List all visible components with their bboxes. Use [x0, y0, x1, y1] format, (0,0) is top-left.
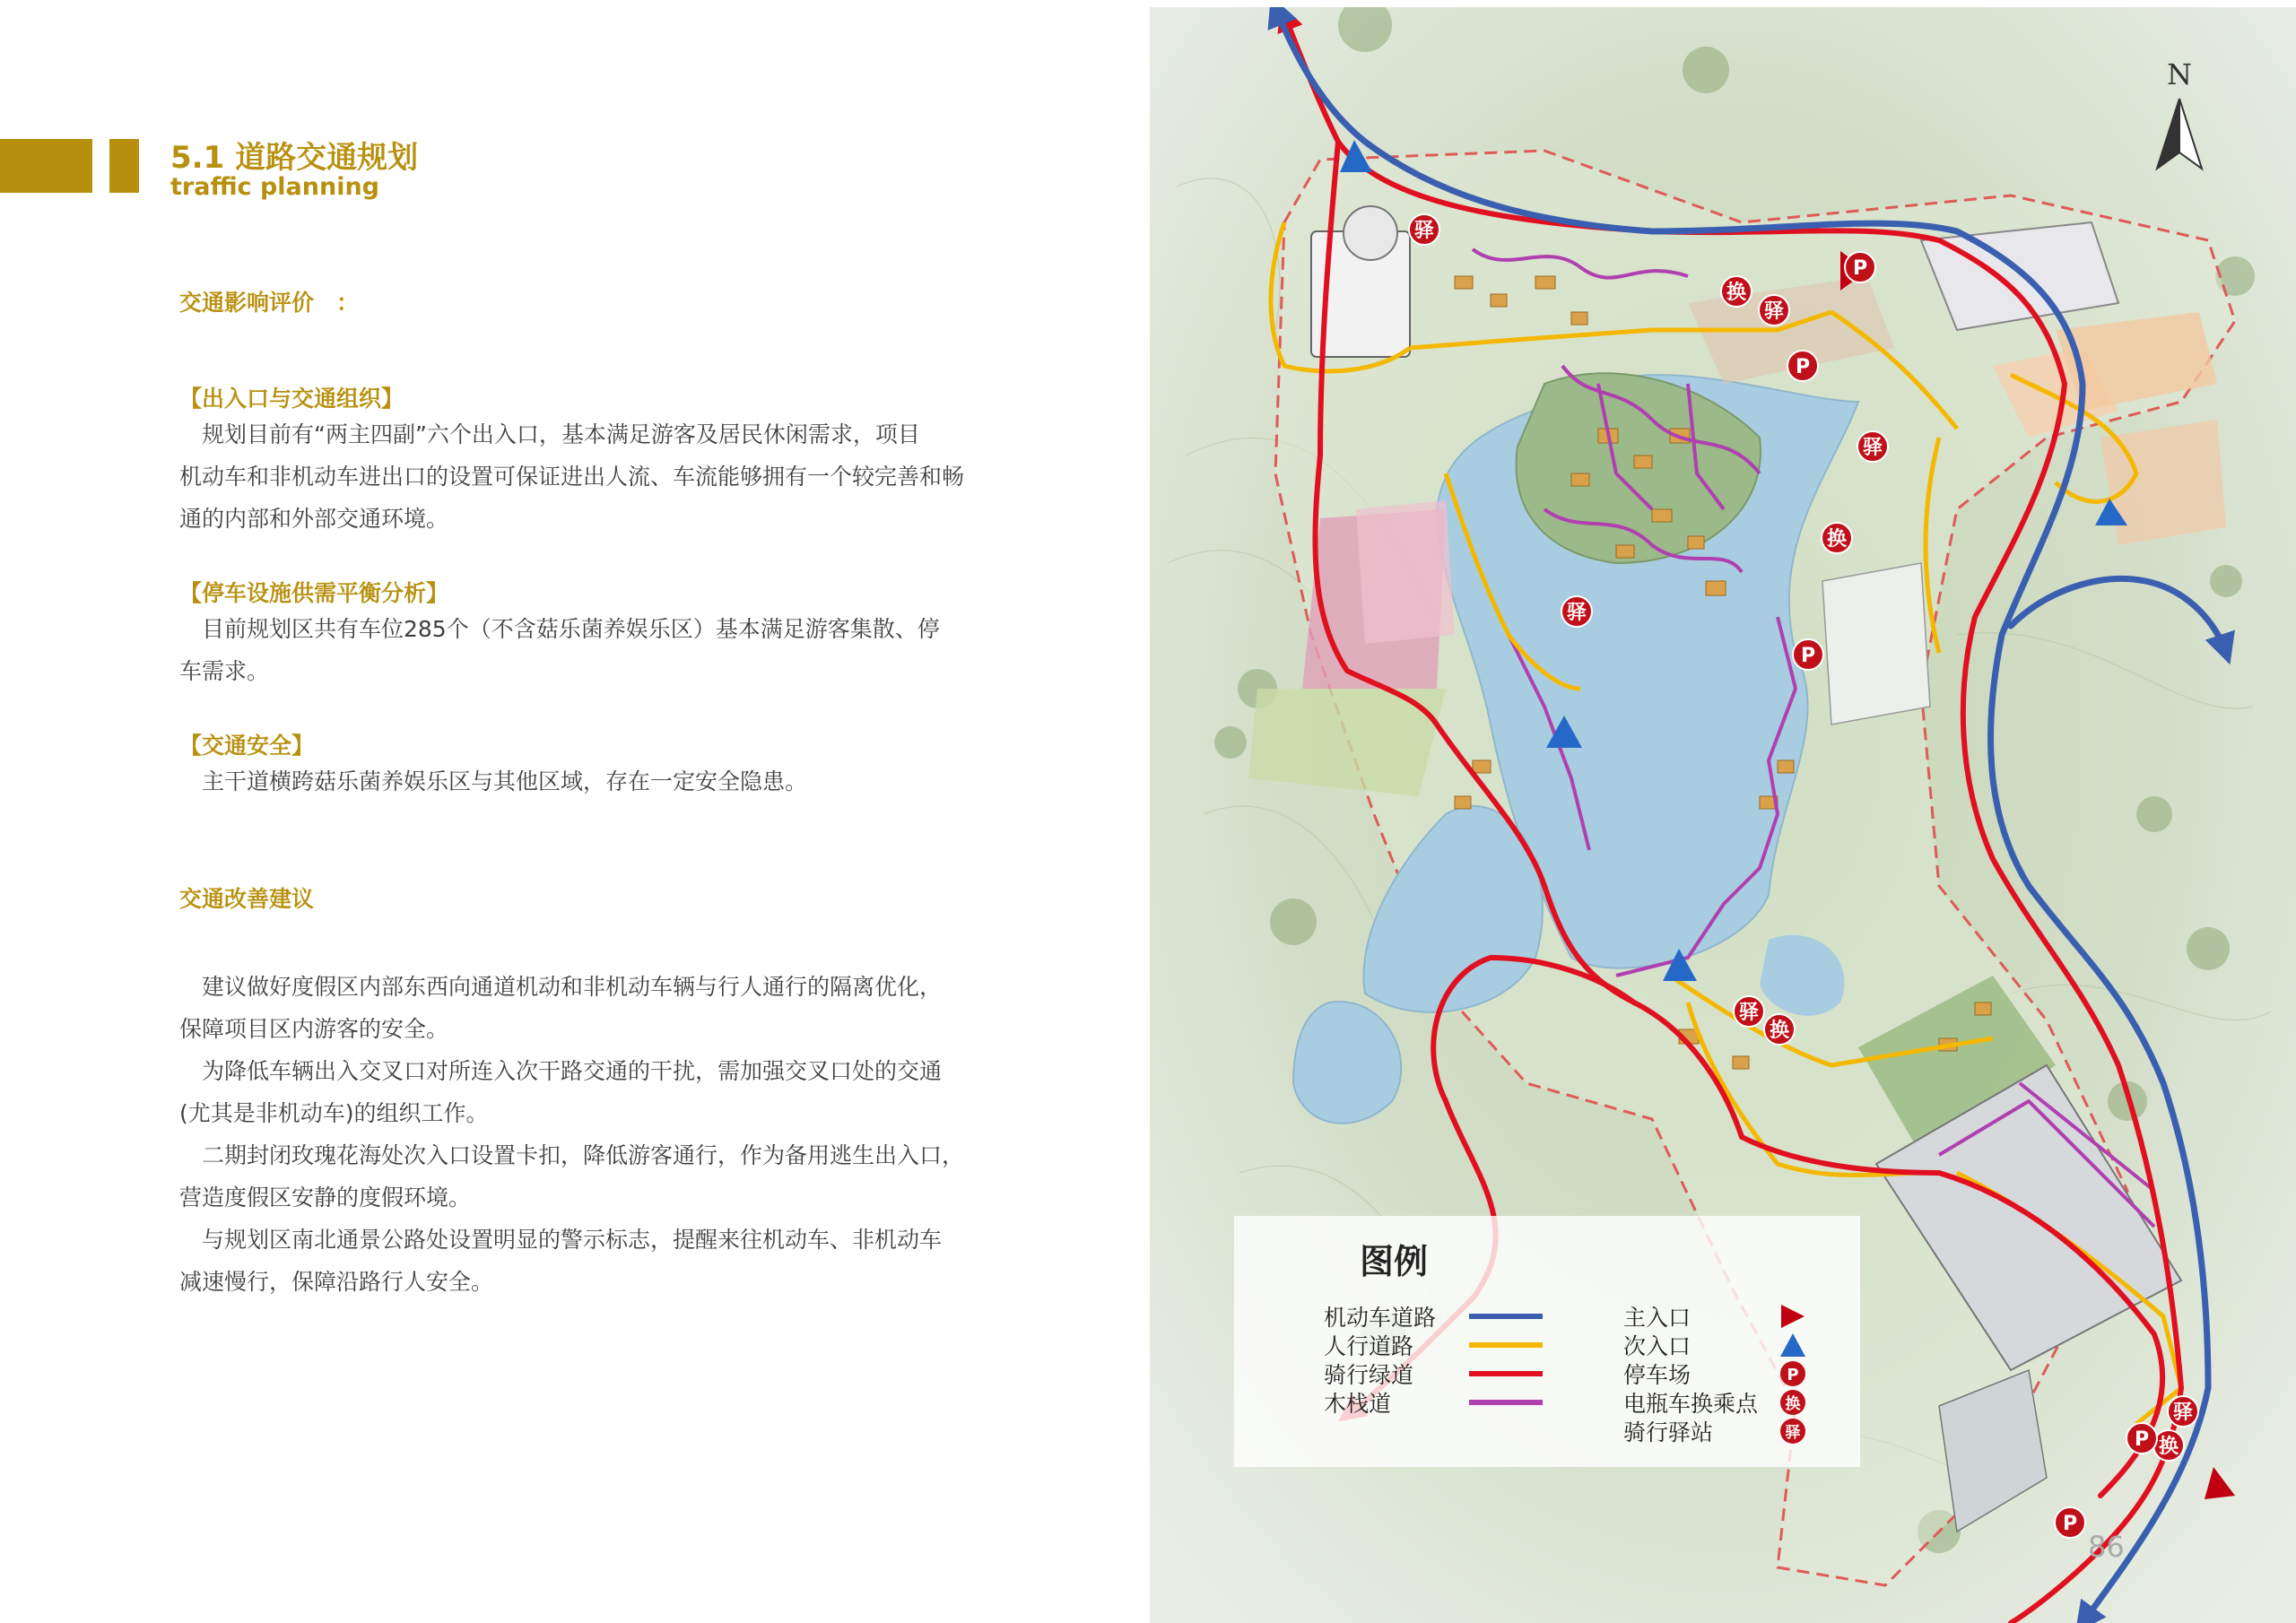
entrances-line: 规划目前有“两主四副”六个出入口，基本满足游客及居民休闲需求，项目 [179, 421, 920, 447]
relay-marker-icon [1409, 214, 1439, 245]
relay-marker-icon [1734, 996, 1764, 1027]
red-triangle-icon [1778, 1303, 1808, 1330]
legend-label: 电瓶车换乘点 [1623, 1391, 1759, 1417]
transfer-marker-icon [2153, 1430, 2184, 1461]
boardwalk-swatch-icon [1469, 1400, 1543, 1405]
parking-marker-icon [1845, 252, 1875, 282]
safety-line: 主干道横跨菇乐菌养娱乐区与其他区域，存在一定安全隐患。 [179, 768, 808, 794]
legend-title: 图例 [1360, 1241, 1429, 1281]
improvement-line: 保障项目区内游客的安全。 [179, 1016, 449, 1042]
legend-label: 停车场 [1623, 1362, 1692, 1388]
legend-lines [1324, 1302, 1543, 1417]
legend-item [1623, 1388, 1808, 1417]
legend-item [1623, 1417, 1808, 1445]
legend-item [1623, 1331, 1808, 1359]
cycling-swatch-icon [1469, 1371, 1543, 1376]
transfer-marker-icon [1822, 523, 1852, 553]
pedestrian-swatch-icon [1469, 1342, 1543, 1348]
legend-label: 机动车道路 [1324, 1305, 1437, 1331]
parking-line: 目前规划区共有车位285个（不含菇乐菌养娱乐区）基本满足游客集散、停 [179, 616, 940, 642]
header-accent-bar [0, 139, 92, 193]
svg-text:P: P [2134, 1428, 2150, 1451]
zone-greenhouse-mid [1822, 563, 1930, 725]
map-legend [1234, 1216, 1860, 1467]
legend-item [1324, 1331, 1543, 1359]
svg-text:驿: 驿 [1413, 220, 1435, 242]
svg-text:驿: 驿 [1862, 437, 1883, 459]
improvement-heading: 交通改善建议 [179, 886, 315, 912]
parking-line: 车需求。 [179, 658, 270, 684]
svg-text:驿: 驿 [1738, 1002, 1760, 1024]
improvement-line: 建议做好度假区内部东西向通道机动和非机动车辆与行人通行的隔离优化， [179, 974, 943, 1000]
legend-item [1324, 1388, 1543, 1417]
parking-marker-icon [1778, 1360, 1808, 1387]
improvement-line: 与规划区南北通景公路处设置明显的警示标志，提醒来往机动车、非机动车 [179, 1227, 943, 1253]
parking-marker-icon [2126, 1423, 2157, 1454]
entrances-heading: 【出入口与交通组织】 [179, 386, 404, 412]
relay-marker-icon [1778, 1418, 1808, 1445]
text-column [179, 285, 1004, 1303]
legend-item [1324, 1359, 1543, 1388]
page-number: 86 [2088, 1530, 2125, 1564]
legend-label: 主入口 [1623, 1305, 1692, 1331]
relay-marker-icon [1857, 431, 1888, 462]
entrances-line: 通的内部和外部交通环境。 [179, 506, 449, 532]
page-title: 5.1 道路交通规划 [170, 140, 419, 176]
north-arrow [2148, 54, 2211, 179]
evaluation-heading: 交通影响评价 ： [179, 290, 360, 316]
parking-heading: 【停车设施供需平衡分析】 [179, 580, 449, 606]
legend-label: 人行道路 [1324, 1333, 1414, 1359]
svg-text:驿: 驿 [1763, 300, 1785, 323]
svg-text:驿: 驿 [2172, 1402, 2194, 1424]
improvement-line: 二期封闭玫瑰花海处次入口设置卡扣，降低游客通行，作为备用逃生出入口， [179, 1142, 965, 1168]
motor-road-swatch-icon [1469, 1314, 1543, 1319]
safety-heading: 【交通安全】 [179, 733, 315, 759]
svg-text:驿: 驿 [1785, 1424, 1801, 1442]
page-subtitle: traffic planning [170, 173, 380, 201]
svg-text:驿: 驿 [1566, 602, 1587, 624]
svg-text:P: P [1787, 1366, 1799, 1384]
parking-marker-icon [2055, 1507, 2085, 1538]
legend-label: 木栈道 [1324, 1391, 1392, 1417]
svg-text:P: P [1795, 356, 1811, 378]
legend-item [1623, 1302, 1808, 1331]
improvement-line: 为降低车辆出入交叉口对所连入次干路交通的干扰，需加强交叉口处的交通 [179, 1058, 943, 1084]
svg-text:换: 换 [2158, 1436, 2179, 1458]
svg-text:换: 换 [1826, 528, 1848, 551]
entrances-line: 机动车和非机动车进出口的设置可保证进出人流、车流能够拥有一个较完善和畅 [179, 464, 965, 490]
legend-item [1623, 1359, 1808, 1388]
parking-marker-icon [1793, 639, 1823, 670]
svg-text:N: N [2167, 57, 2192, 91]
header-accent-block [109, 139, 139, 193]
svg-text:换: 换 [1769, 1020, 1790, 1042]
improvement-line: 减速慢行，保障沿路行人安全。 [179, 1269, 494, 1295]
transfer-marker-icon [1721, 276, 1752, 307]
svg-text:P: P [2062, 1513, 2078, 1535]
legend-label: 骑行驿站 [1623, 1419, 1714, 1445]
svg-text:换: 换 [1785, 1395, 1801, 1413]
svg-text:换: 换 [1726, 282, 1747, 304]
svg-text:P: P [1852, 257, 1868, 280]
improvement-line: 营造度假区安静的度假环境。 [179, 1185, 472, 1211]
blue-triangle-icon [1778, 1332, 1808, 1358]
transfer-marker-icon [1764, 1014, 1795, 1045]
relay-marker-icon [2168, 1396, 2198, 1427]
legend-symbols [1623, 1302, 1808, 1445]
legend-label: 次入口 [1623, 1333, 1692, 1359]
improvement-line: (尤其是非机动车)的组织工作。 [179, 1100, 489, 1126]
relay-marker-icon [1561, 596, 1592, 627]
legend-label: 骑行绿道 [1324, 1362, 1414, 1388]
transfer-marker-icon [1778, 1389, 1808, 1416]
relay-marker-icon [1759, 295, 1789, 325]
svg-text:P: P [1800, 645, 1816, 667]
zone-dome [1344, 206, 1397, 260]
compass-icon [2148, 54, 2211, 179]
parking-marker-icon [1787, 351, 1818, 381]
legend-item [1324, 1302, 1543, 1331]
